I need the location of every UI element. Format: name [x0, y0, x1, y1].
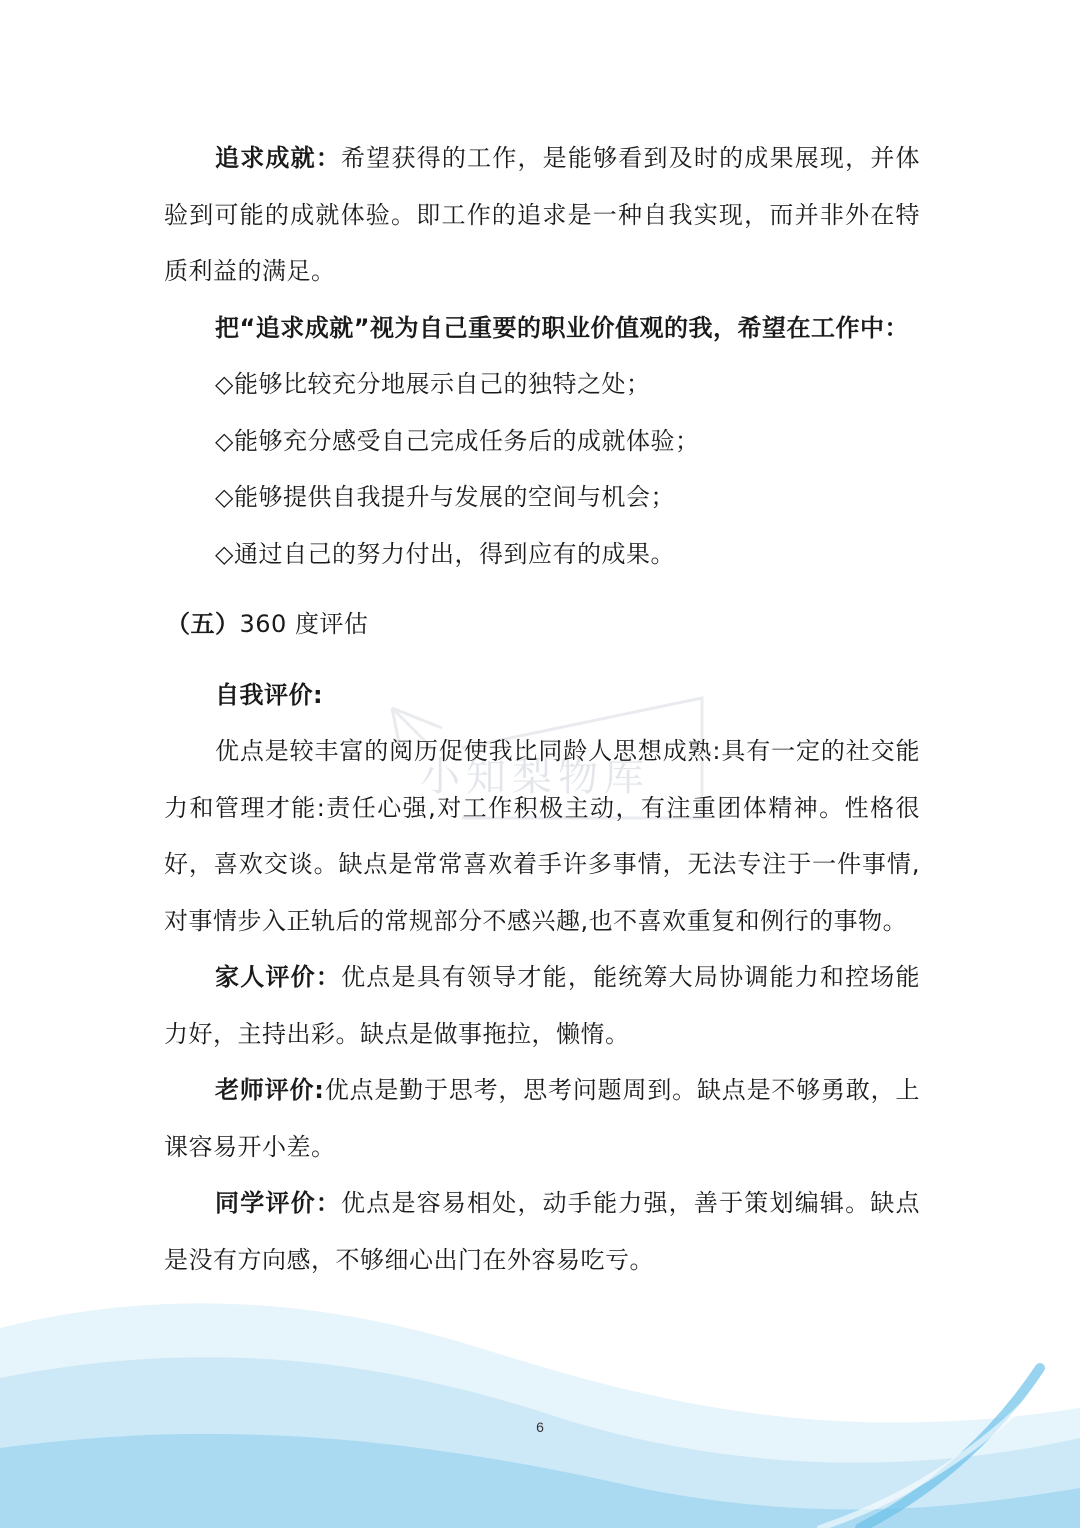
pursuit-intro: 把“追求成就”视为自己重要的职业价值观的我，希望在工作中：: [215, 313, 910, 342]
teacher-eval-paragraph: [164, 1062, 920, 1175]
self-eval-label: 自我评价:: [215, 680, 324, 709]
bullet-item: ◇通过自己的努力付出，得到应有的成果。: [215, 539, 675, 568]
section-heading: [164, 582, 920, 667]
wave-decoration: [0, 1288, 1080, 1528]
watermark-text: 小知梨物库: [420, 754, 650, 800]
bullet-item: ◇能够比较充分地展示自己的独特之处；: [215, 370, 651, 398]
pursuit-label: 追求成就: [215, 144, 316, 172]
classmate-eval-label: 同学评价：: [215, 1189, 342, 1217]
section-number: （五）: [166, 610, 240, 638]
self-eval-text: 优点是较丰富的阅历促使我比同龄人思想成熟:具有一定的社交能力和管理才能:责任心强,对工作积极主动，有注重团体精神。性格很好，喜欢交谈。缺点是常常喜欢着手许多事情，无法专注于一件事情,对事情步入正轨后的常规部分不感兴趣,也不喜欢重复和例行的事物。: [164, 737, 920, 935]
bullet-item: ◇能够提供自我提升与发展的空间与机会；: [215, 483, 675, 511]
page-number: 6: [536, 1419, 544, 1435]
classmate-eval-text: 优点是容易相处，动手能力强，善于策划编辑。缺点是没有方向感，不够细心出门在外容易吃亏。: [164, 1189, 921, 1274]
teacher-eval-text: 优点是勤于思考，思考问题周到。缺点是不够勇敢，上课容易开小差。: [164, 1076, 920, 1161]
teacher-eval-label: 老师评价:: [215, 1076, 325, 1104]
classmate-eval-paragraph: [164, 1175, 920, 1288]
document-body: [164, 130, 920, 1288]
pursuit-colon: ：: [315, 144, 342, 172]
section-title: 360 度评估: [239, 610, 369, 638]
family-eval-paragraph: [164, 949, 920, 1062]
bullet-item: ◇能够充分感受自己完成任务后的成就体验；: [215, 426, 700, 455]
family-eval-label: 家人评价：: [215, 963, 342, 991]
pursuit-text: 希望获得的工作，是能够看到及时的成果展现，并体验到可能的成就体验。即工作的追求是一种自我实现，而并非外在特质利益的满足。: [164, 144, 921, 285]
family-eval-text: 优点是具有领导才能，能统筹大局协调能力和控场能力好，主持出彩。缺点是做事拖拉，懒惰。: [164, 963, 921, 1048]
pursuit-paragraph: [164, 130, 920, 300]
